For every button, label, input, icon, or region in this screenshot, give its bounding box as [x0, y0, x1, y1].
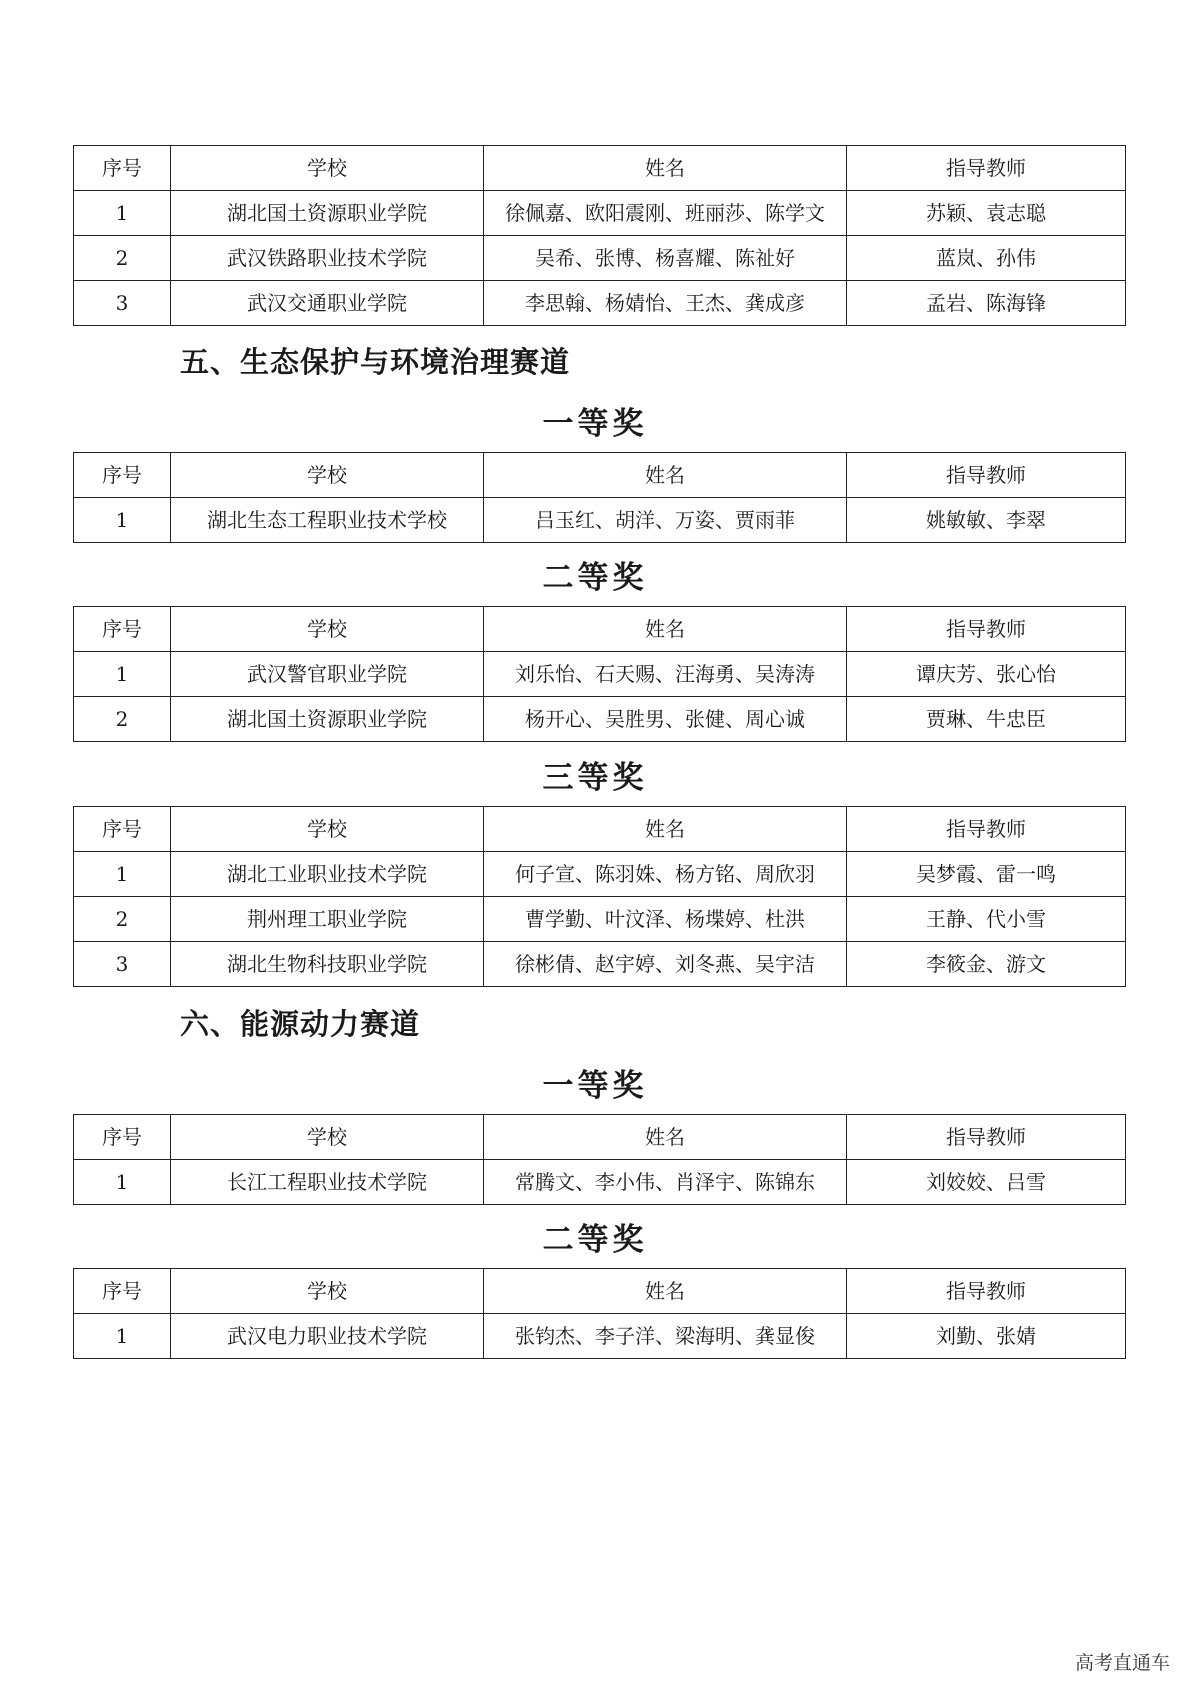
cell-no: 3 [74, 942, 171, 987]
header-no: 序号 [74, 453, 171, 498]
header-teacher: 指导教师 [847, 146, 1126, 191]
table-header-row [74, 1269, 1126, 1314]
cell-school: 武汉电力职业技术学院 [171, 1314, 484, 1359]
table-header-row [74, 807, 1126, 852]
header-no: 序号 [74, 1115, 171, 1160]
table-row [74, 942, 1126, 987]
cell-names: 何子宣、陈羽姝、杨方铭、周欣羽 [484, 852, 847, 897]
cell-no: 1 [74, 191, 171, 236]
header-school: 学校 [171, 1269, 484, 1314]
cell-teacher: 孟岩、陈海锋 [847, 281, 1126, 326]
cell-names: 徐佩嘉、欧阳震刚、班丽莎、陈学文 [484, 191, 847, 236]
header-teacher: 指导教师 [847, 453, 1126, 498]
cell-teacher: 吴梦霞、雷一鸣 [847, 852, 1126, 897]
header-no: 序号 [74, 146, 171, 191]
cell-school: 湖北生态工程职业技术学校 [171, 498, 484, 543]
cell-no: 1 [74, 652, 171, 697]
section6-first-prize-heading: 一等奖 [542, 1068, 648, 1104]
cell-names: 李思翰、杨婧怡、王杰、龚成彦 [484, 281, 847, 326]
cell-no: 2 [74, 236, 171, 281]
table-row [74, 1160, 1126, 1205]
header-names: 姓名 [484, 453, 847, 498]
section5-first-prize-table [73, 452, 1126, 543]
table-row [74, 697, 1126, 742]
cell-names: 吴希、张博、杨喜耀、陈祉好 [484, 236, 847, 281]
section5-title: 五、生态保护与环境治理赛道 [180, 345, 571, 379]
table-row [74, 191, 1126, 236]
cell-school: 武汉铁路职业技术学院 [171, 236, 484, 281]
table-row [74, 897, 1126, 942]
cell-no: 2 [74, 697, 171, 742]
section5-second-prize-heading: 二等奖 [542, 560, 648, 596]
section6-second-prize-table [73, 1268, 1126, 1359]
cell-school: 湖北国土资源职业学院 [171, 697, 484, 742]
cell-names: 曹学勤、叶汶泽、杨堞婷、杜洪 [484, 897, 847, 942]
section6-second-prize-heading: 二等奖 [542, 1222, 648, 1258]
cell-no: 3 [74, 281, 171, 326]
cell-school: 荆州理工职业学院 [171, 897, 484, 942]
cell-teacher: 贾琳、牛忠臣 [847, 697, 1126, 742]
header-names: 姓名 [484, 607, 847, 652]
table-row [74, 852, 1126, 897]
header-names: 姓名 [484, 1115, 847, 1160]
cell-no: 1 [74, 1160, 171, 1205]
section5-second-prize-table [73, 606, 1126, 742]
cell-school: 湖北工业职业技术学院 [171, 852, 484, 897]
cell-no: 1 [74, 498, 171, 543]
cell-names: 吕玉红、胡洋、万姿、贾雨菲 [484, 498, 847, 543]
table-header-row [74, 146, 1126, 191]
cell-teacher: 刘勤、张婧 [847, 1314, 1126, 1359]
cell-teacher: 李筱金、游文 [847, 942, 1126, 987]
cell-no: 2 [74, 897, 171, 942]
header-school: 学校 [171, 146, 484, 191]
section5-third-prize-heading: 三等奖 [542, 760, 648, 796]
watermark: 高考直通车 [1074, 1652, 1170, 1674]
header-teacher: 指导教师 [847, 807, 1126, 852]
cell-school: 湖北国土资源职业学院 [171, 191, 484, 236]
header-teacher: 指导教师 [847, 1115, 1126, 1160]
cell-teacher: 谭庆芳、张心怡 [847, 652, 1126, 697]
cell-school: 长江工程职业技术学院 [171, 1160, 484, 1205]
cell-no: 1 [74, 1314, 171, 1359]
cell-names: 常腾文、李小伟、肖泽宇、陈锦东 [484, 1160, 847, 1205]
cell-teacher: 刘姣姣、吕雪 [847, 1160, 1126, 1205]
cell-teacher: 姚敏敏、李翠 [847, 498, 1126, 543]
table-header-row [74, 1115, 1126, 1160]
header-no: 序号 [74, 607, 171, 652]
header-school: 学校 [171, 453, 484, 498]
section6-first-prize-table [73, 1114, 1126, 1205]
section6-title: 六、能源动力赛道 [180, 1007, 421, 1041]
header-no: 序号 [74, 807, 171, 852]
header-names: 姓名 [484, 807, 847, 852]
cell-names: 徐彬倩、赵宇婷、刘冬燕、吴宇洁 [484, 942, 847, 987]
header-school: 学校 [171, 607, 484, 652]
cell-teacher: 王静、代小雪 [847, 897, 1126, 942]
cell-names: 杨开心、吴胜男、张健、周心诚 [484, 697, 847, 742]
header-no: 序号 [74, 1269, 171, 1314]
cell-no: 1 [74, 852, 171, 897]
section5-first-prize-heading: 一等奖 [542, 406, 648, 442]
section5-third-prize-table [73, 806, 1126, 987]
header-teacher: 指导教师 [847, 607, 1126, 652]
header-school: 学校 [171, 807, 484, 852]
cell-names: 刘乐怡、石天赐、汪海勇、吴涛涛 [484, 652, 847, 697]
cell-school: 武汉警官职业学院 [171, 652, 484, 697]
cell-school: 湖北生物科技职业学院 [171, 942, 484, 987]
cell-names: 张钧杰、李子洋、梁海明、龚显俊 [484, 1314, 847, 1359]
cell-school: 武汉交通职业学院 [171, 281, 484, 326]
cell-teacher: 蓝岚、孙伟 [847, 236, 1126, 281]
table-row [74, 1314, 1126, 1359]
table-header-row [74, 453, 1126, 498]
table-header-row [74, 607, 1126, 652]
award-table-continued [73, 145, 1126, 326]
header-teacher: 指导教师 [847, 1269, 1126, 1314]
cell-teacher: 苏颖、袁志聪 [847, 191, 1126, 236]
table-row [74, 236, 1126, 281]
table-row [74, 498, 1126, 543]
header-names: 姓名 [484, 146, 847, 191]
table-row [74, 281, 1126, 326]
header-names: 姓名 [484, 1269, 847, 1314]
header-school: 学校 [171, 1115, 484, 1160]
table-row [74, 652, 1126, 697]
